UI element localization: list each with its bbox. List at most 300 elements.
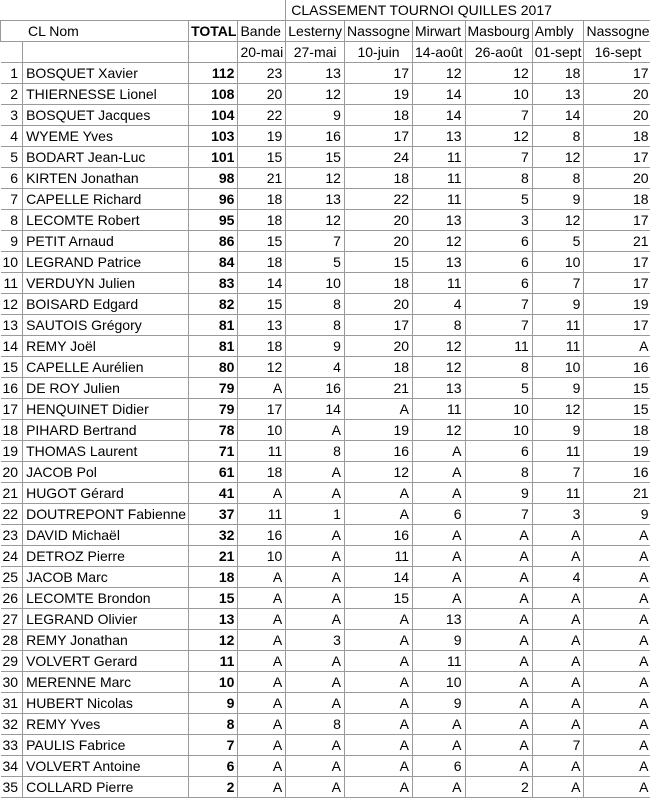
score-cell: 11 xyxy=(532,483,584,504)
score-cell: 4 xyxy=(286,357,345,378)
date-header: 16-sept xyxy=(584,42,650,63)
total-cell: 82 xyxy=(189,294,238,315)
score-cell: A xyxy=(344,714,412,735)
score-cell: 10 xyxy=(532,252,584,273)
score-cell: A xyxy=(286,588,345,609)
score-cell: 18 xyxy=(532,63,584,84)
table-row xyxy=(1,462,650,483)
score-cell: 5 xyxy=(465,189,532,210)
score-cell: 13 xyxy=(413,210,465,231)
score-cell: 9 xyxy=(532,189,584,210)
score-cell: 16 xyxy=(584,462,650,483)
score-cell: 12 xyxy=(286,84,345,105)
score-cell: A xyxy=(286,420,345,441)
score-cell: 10 xyxy=(465,84,532,105)
score-cell: A xyxy=(286,609,345,630)
score-cell: 4 xyxy=(532,567,584,588)
table-row xyxy=(1,105,650,126)
score-cell: A xyxy=(465,672,532,693)
score-cell: 8 xyxy=(286,714,345,735)
name-cell: LECOMTE Robert xyxy=(23,210,189,231)
score-cell: 18 xyxy=(344,273,412,294)
total-cell: 2 xyxy=(189,777,238,798)
total-cell: 81 xyxy=(189,336,238,357)
name-cell: CAPELLE Aurélien xyxy=(23,357,189,378)
score-cell: A xyxy=(532,693,584,714)
table-row xyxy=(1,231,650,252)
table-row xyxy=(1,168,650,189)
table-row xyxy=(1,777,650,798)
rank-cell: 11 xyxy=(1,273,23,294)
score-cell: 10 xyxy=(286,273,345,294)
score-cell: 9 xyxy=(413,693,465,714)
score-cell: 22 xyxy=(344,189,412,210)
rank-cell: 35 xyxy=(1,777,23,798)
rank-cell: 2 xyxy=(1,84,23,105)
table-row xyxy=(1,399,650,420)
rank-cell: 32 xyxy=(1,714,23,735)
score-cell: A xyxy=(344,672,412,693)
score-cell: A xyxy=(532,609,584,630)
name-cell: LEGRAND Olivier xyxy=(23,609,189,630)
score-cell: A xyxy=(584,609,650,630)
date-header: 14-août xyxy=(413,42,465,63)
score-cell: 18 xyxy=(238,462,286,483)
score-cell: 10 xyxy=(238,420,286,441)
name-cell: SAUTOIS Grégory xyxy=(23,315,189,336)
score-cell: 7 xyxy=(465,294,532,315)
score-cell: 12 xyxy=(532,210,584,231)
score-cell: 20 xyxy=(344,336,412,357)
score-cell: A xyxy=(413,546,465,567)
score-cell: 10 xyxy=(465,420,532,441)
score-cell: A xyxy=(344,399,412,420)
score-cell: A xyxy=(344,756,412,777)
score-cell: 11 xyxy=(532,336,584,357)
score-cell: 13 xyxy=(413,378,465,399)
total-cell: 8 xyxy=(189,714,238,735)
score-cell: A xyxy=(532,714,584,735)
score-cell: 3 xyxy=(465,210,532,231)
score-cell: A xyxy=(344,483,412,504)
score-cell: 12 xyxy=(413,336,465,357)
score-cell: 15 xyxy=(344,588,412,609)
score-cell: A xyxy=(465,756,532,777)
score-cell: 8 xyxy=(286,441,345,462)
score-cell: 16 xyxy=(344,525,412,546)
score-cell: 3 xyxy=(532,504,584,525)
name-cell: BOISARD Edgard xyxy=(23,294,189,315)
score-cell: 9 xyxy=(532,378,584,399)
score-cell: 18 xyxy=(584,126,650,147)
total-cell: 101 xyxy=(189,147,238,168)
score-cell: A xyxy=(344,777,412,798)
score-cell: A xyxy=(532,651,584,672)
score-cell: A xyxy=(413,567,465,588)
rank-cell: 12 xyxy=(1,294,23,315)
score-cell: 11 xyxy=(465,336,532,357)
score-cell: 10 xyxy=(465,399,532,420)
score-cell: 8 xyxy=(413,315,465,336)
table-row xyxy=(1,483,650,504)
total-cell: 6 xyxy=(189,756,238,777)
score-cell: A xyxy=(238,693,286,714)
score-cell: 10 xyxy=(532,357,584,378)
score-cell: A xyxy=(238,378,286,399)
rank-cell: 3 xyxy=(1,105,23,126)
score-cell: 5 xyxy=(532,231,584,252)
rank-cell: 34 xyxy=(1,756,23,777)
rank-cell: 4 xyxy=(1,126,23,147)
score-cell: 17 xyxy=(584,252,650,273)
rank-cell: 19 xyxy=(1,441,23,462)
score-cell: 18 xyxy=(344,168,412,189)
score-cell: 11 xyxy=(413,399,465,420)
table-row xyxy=(1,210,650,231)
score-cell: A xyxy=(344,735,412,756)
name-cell: THIERNESSE Lionel xyxy=(23,84,189,105)
score-cell: 7 xyxy=(465,147,532,168)
score-cell: A xyxy=(413,441,465,462)
score-cell: 19 xyxy=(238,126,286,147)
rank-cell: 22 xyxy=(1,504,23,525)
score-cell: 18 xyxy=(238,189,286,210)
score-cell: 6 xyxy=(465,273,532,294)
name-cell: HUGOT Gérard xyxy=(23,483,189,504)
score-cell: A xyxy=(286,525,345,546)
total-cell: 13 xyxy=(189,609,238,630)
score-cell: 15 xyxy=(238,147,286,168)
name-cell: REMY Jonathan xyxy=(23,630,189,651)
score-cell: 11 xyxy=(238,441,286,462)
venue-header: Mirwart xyxy=(413,21,465,42)
score-cell: 19 xyxy=(344,84,412,105)
score-cell: A xyxy=(465,546,532,567)
rank-cell: 33 xyxy=(1,735,23,756)
score-cell: A xyxy=(584,567,650,588)
name-cell: LEGRAND Patrice xyxy=(23,252,189,273)
total-cell: 103 xyxy=(189,126,238,147)
score-cell: A xyxy=(344,630,412,651)
score-cell: 12 xyxy=(344,462,412,483)
total-cell: 71 xyxy=(189,441,238,462)
table-row xyxy=(1,63,650,84)
score-cell: 20 xyxy=(344,210,412,231)
score-cell: A xyxy=(413,525,465,546)
total-header: TOTAL xyxy=(189,21,238,42)
total-cell: 37 xyxy=(189,504,238,525)
score-cell: 12 xyxy=(286,210,345,231)
score-cell: A xyxy=(465,525,532,546)
score-cell: A xyxy=(584,777,650,798)
score-cell: 17 xyxy=(584,273,650,294)
score-cell: A xyxy=(465,693,532,714)
score-cell: 21 xyxy=(584,483,650,504)
score-cell: 17 xyxy=(238,399,286,420)
date-header: 27-mai xyxy=(286,42,345,63)
score-cell: 20 xyxy=(344,294,412,315)
score-cell: A xyxy=(286,651,345,672)
name-cell: WYEME Yves xyxy=(23,126,189,147)
total-cell: 61 xyxy=(189,462,238,483)
score-cell: 21 xyxy=(584,231,650,252)
score-cell: A xyxy=(238,756,286,777)
score-cell: 11 xyxy=(413,651,465,672)
score-cell: 7 xyxy=(465,504,532,525)
score-cell: A xyxy=(238,777,286,798)
score-cell: 18 xyxy=(238,252,286,273)
name-cell: BODART Jean-Luc xyxy=(23,147,189,168)
score-cell: A xyxy=(465,588,532,609)
header-row-dates xyxy=(1,42,650,63)
score-cell: 6 xyxy=(465,441,532,462)
table-row xyxy=(1,651,650,672)
score-cell: 13 xyxy=(413,126,465,147)
score-cell: 8 xyxy=(532,168,584,189)
rank-cell: 28 xyxy=(1,630,23,651)
score-cell: 9 xyxy=(532,420,584,441)
score-cell: A xyxy=(286,567,345,588)
name-cell: PIHARD Bertrand xyxy=(23,420,189,441)
total-cell: 84 xyxy=(189,252,238,273)
score-cell: 6 xyxy=(465,252,532,273)
score-cell: A xyxy=(584,693,650,714)
total-cell: 18 xyxy=(189,567,238,588)
score-cell: 14 xyxy=(413,84,465,105)
score-cell: 11 xyxy=(413,189,465,210)
score-cell: 9 xyxy=(286,336,345,357)
name-cell: DETROZ Pierre xyxy=(23,546,189,567)
name-cell: PAULIS Fabrice xyxy=(23,735,189,756)
score-cell: A xyxy=(238,714,286,735)
score-cell: A xyxy=(413,588,465,609)
venue-header: Lesterny xyxy=(286,21,345,42)
score-cell: 12 xyxy=(413,420,465,441)
name-cell: HENQUINET Didier xyxy=(23,399,189,420)
name-cell: VOLVERT Gerard xyxy=(23,651,189,672)
total-cell: 21 xyxy=(189,546,238,567)
score-cell: 9 xyxy=(413,630,465,651)
score-cell: 15 xyxy=(238,294,286,315)
score-cell: 14 xyxy=(413,105,465,126)
score-cell: 19 xyxy=(584,441,650,462)
cl-nom-header: CL Nom xyxy=(1,21,189,42)
rank-cell: 15 xyxy=(1,357,23,378)
rank-cell: 16 xyxy=(1,378,23,399)
total-cell: 112 xyxy=(189,63,238,84)
score-cell: 14 xyxy=(344,567,412,588)
total-cell: 7 xyxy=(189,735,238,756)
score-cell: 14 xyxy=(286,399,345,420)
score-cell: 11 xyxy=(344,546,412,567)
total-cell: 86 xyxy=(189,231,238,252)
score-cell: A xyxy=(413,735,465,756)
score-cell: 7 xyxy=(465,105,532,126)
venue-header: Nassogne xyxy=(344,21,412,42)
total-cell: 81 xyxy=(189,315,238,336)
score-cell: 12 xyxy=(465,126,532,147)
total-cell: 98 xyxy=(189,168,238,189)
name-cell: BOSQUET Jacques xyxy=(23,105,189,126)
score-cell: 9 xyxy=(465,483,532,504)
score-cell: A xyxy=(532,525,584,546)
score-cell: A xyxy=(584,651,650,672)
title-row xyxy=(1,0,650,21)
table-row xyxy=(1,357,650,378)
rank-cell: 21 xyxy=(1,483,23,504)
table-row xyxy=(1,756,650,777)
score-cell: 18 xyxy=(344,105,412,126)
date-header: 26-août xyxy=(465,42,532,63)
score-cell: A xyxy=(584,336,650,357)
score-cell: A xyxy=(238,630,286,651)
rank-cell: 31 xyxy=(1,693,23,714)
date-header: 01-sept xyxy=(532,42,584,63)
header-row-venues xyxy=(1,21,650,42)
score-cell: 20 xyxy=(584,84,650,105)
table-row xyxy=(1,609,650,630)
rank-cell: 26 xyxy=(1,588,23,609)
date-header: 10-juin xyxy=(344,42,412,63)
rank-cell: 6 xyxy=(1,168,23,189)
score-cell: 12 xyxy=(413,231,465,252)
score-cell: 3 xyxy=(286,630,345,651)
score-cell: A xyxy=(584,672,650,693)
score-cell: 13 xyxy=(413,609,465,630)
name-cell: DOUTREPONT Fabienne xyxy=(23,504,189,525)
name-cell: JACOB Marc xyxy=(23,567,189,588)
score-cell: 7 xyxy=(532,273,584,294)
score-cell: A xyxy=(584,756,650,777)
score-cell: 11 xyxy=(413,147,465,168)
score-cell: 17 xyxy=(344,315,412,336)
venue-header: Bande xyxy=(238,21,286,42)
total-cell: 83 xyxy=(189,273,238,294)
score-cell: 19 xyxy=(344,420,412,441)
venue-header: Nassogne xyxy=(584,21,650,42)
name-cell: REMY Joël xyxy=(23,336,189,357)
score-cell: 16 xyxy=(238,525,286,546)
score-cell: A xyxy=(532,546,584,567)
score-cell: 20 xyxy=(584,105,650,126)
score-cell: A xyxy=(584,735,650,756)
score-cell: 11 xyxy=(413,168,465,189)
score-cell: 10 xyxy=(413,672,465,693)
total-cell: 9 xyxy=(189,693,238,714)
table-row xyxy=(1,546,650,567)
score-cell: 2 xyxy=(465,777,532,798)
score-cell: A xyxy=(584,630,650,651)
score-cell: 17 xyxy=(344,63,412,84)
date-header: 20-mai xyxy=(238,42,286,63)
score-cell: A xyxy=(344,504,412,525)
score-cell: 7 xyxy=(465,315,532,336)
total-cell: 41 xyxy=(189,483,238,504)
score-cell: 14 xyxy=(238,273,286,294)
score-cell: A xyxy=(465,651,532,672)
score-cell: A xyxy=(532,756,584,777)
total-cell: 79 xyxy=(189,399,238,420)
score-cell: A xyxy=(413,777,465,798)
score-cell: A xyxy=(344,693,412,714)
score-cell: 16 xyxy=(286,126,345,147)
score-cell: 20 xyxy=(344,231,412,252)
table-row xyxy=(1,294,650,315)
score-cell: 8 xyxy=(532,126,584,147)
score-cell: A xyxy=(532,777,584,798)
score-cell: 15 xyxy=(286,147,345,168)
name-cell: MERENNE Marc xyxy=(23,672,189,693)
name-cell: THOMAS Laurent xyxy=(23,441,189,462)
score-cell: 8 xyxy=(465,462,532,483)
rank-cell: 7 xyxy=(1,189,23,210)
name-cell: LECOMTE Brondon xyxy=(23,588,189,609)
score-cell: A xyxy=(413,483,465,504)
score-cell: 12 xyxy=(238,357,286,378)
name-cell: COLLARD Pierre xyxy=(23,777,189,798)
table-row xyxy=(1,147,650,168)
table-row xyxy=(1,504,650,525)
score-cell: 12 xyxy=(413,357,465,378)
name-cell: VOLVERT Antoine xyxy=(23,756,189,777)
score-cell: A xyxy=(465,609,532,630)
score-cell: 16 xyxy=(286,378,345,399)
table-row xyxy=(1,735,650,756)
score-cell: 11 xyxy=(532,441,584,462)
rank-cell: 18 xyxy=(1,420,23,441)
score-cell: 12 xyxy=(532,399,584,420)
name-cell: BOSQUET Xavier xyxy=(23,63,189,84)
score-cell: 7 xyxy=(286,231,345,252)
score-cell: A xyxy=(465,567,532,588)
score-cell: 17 xyxy=(584,147,650,168)
table-row xyxy=(1,672,650,693)
score-cell: 17 xyxy=(344,126,412,147)
rank-cell: 14 xyxy=(1,336,23,357)
score-cell: A xyxy=(286,483,345,504)
score-cell: A xyxy=(413,714,465,735)
total-cell: 78 xyxy=(189,420,238,441)
score-cell: 19 xyxy=(584,294,650,315)
rank-cell: 5 xyxy=(1,147,23,168)
tournament-title: CLASSEMENT TOURNOI QUILLES 2017 xyxy=(286,0,650,21)
total-cell: 96 xyxy=(189,189,238,210)
score-cell: 21 xyxy=(344,378,412,399)
rank-cell: 20 xyxy=(1,462,23,483)
score-cell: A xyxy=(584,546,650,567)
score-cell: 8 xyxy=(286,294,345,315)
table-row xyxy=(1,525,650,546)
total-cell: 12 xyxy=(189,630,238,651)
score-cell: A xyxy=(584,525,650,546)
score-cell: A xyxy=(238,609,286,630)
score-cell: 11 xyxy=(413,273,465,294)
score-cell: 15 xyxy=(344,252,412,273)
score-cell: 5 xyxy=(465,378,532,399)
score-cell: 9 xyxy=(532,294,584,315)
score-cell: 15 xyxy=(238,231,286,252)
score-cell: 13 xyxy=(532,84,584,105)
rank-cell: 24 xyxy=(1,546,23,567)
score-cell: A xyxy=(238,672,286,693)
total-cell: 95 xyxy=(189,210,238,231)
name-cell: KIRTEN Jonathan xyxy=(23,168,189,189)
score-cell: A xyxy=(286,462,345,483)
score-cell: A xyxy=(344,651,412,672)
name-cell: HUBERT Nicolas xyxy=(23,693,189,714)
score-cell: 8 xyxy=(286,315,345,336)
table-row xyxy=(1,252,650,273)
